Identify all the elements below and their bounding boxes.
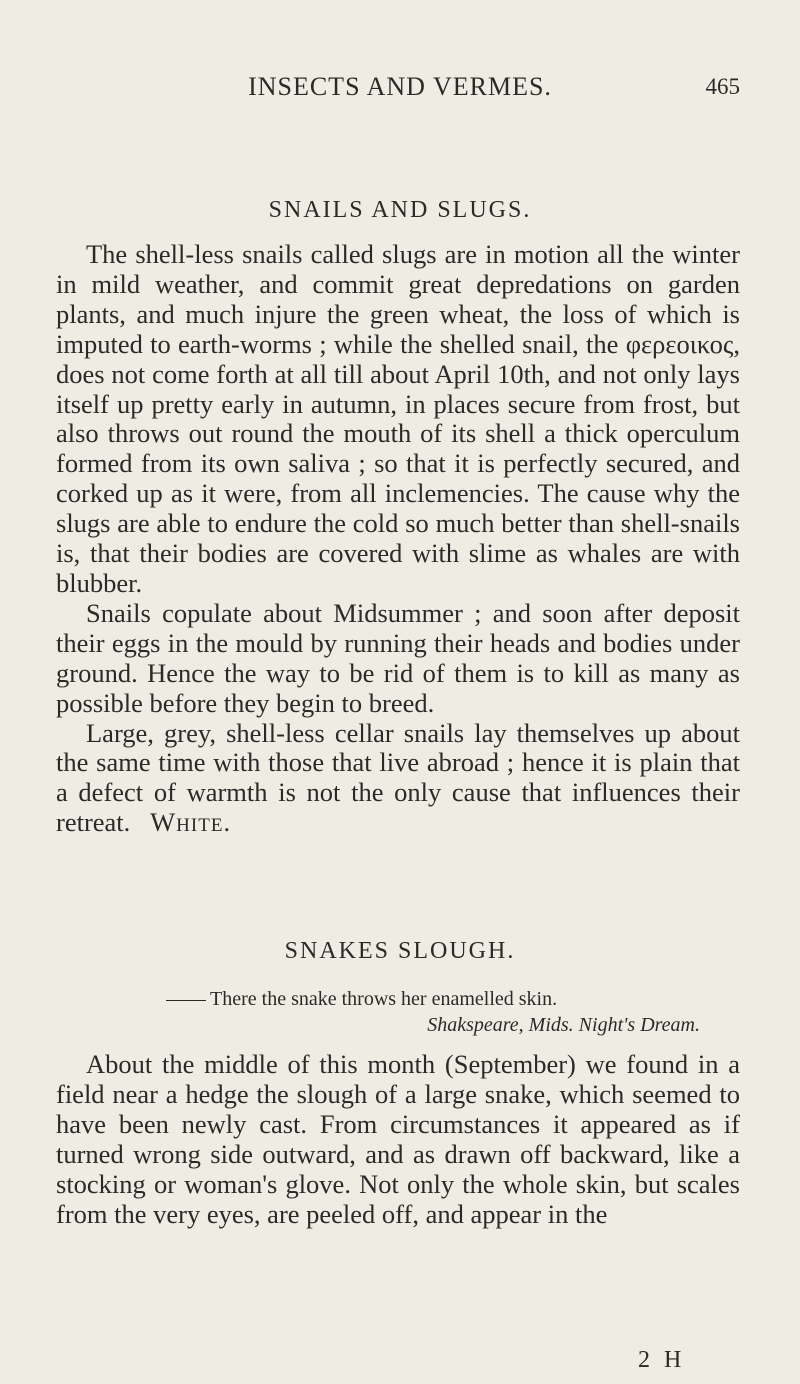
snails-paragraph-2: Snails copulate about Midsummer ; and soon after deposit their eggs in the mould by running their heads and bodies under ground. Hence the way to be rid of them is to kill as many as possible before they begin to breed.	[56, 597, 740, 718]
epigraph-dash	[166, 1000, 206, 1001]
snakes-text	[56, 1050, 740, 1229]
snails-paragraph-1: The shell-less snails called slugs are in motion all the winter in mild weather, and commit great depredations on garden plants, and much injure the green wheat, the loss of which is imputed to earth-worms ; while the shelled snail, the φερεοικος, does not come forth at all till about April 10th, and not only lays itself up pretty early in autumn, in places secure from frost, but also throws out round the mouth of its shell a thick operculum formed from its own saliva ; so that it is perfectly secured, and corked up as it were, from all inclemencies. The cause why the slugs are able to endure the cold so much better than shell-snails is, that their bodies are covered with slime as whales are with blubber.	[56, 239, 740, 598]
snakes-paragraph: About the middle of this month (September) we found in a field near a hedge the slough of a large snake, which seemed to have been newly cast. From circumstances it appeared as if turned wrong side outward, and as drawn off backward, like a stocking or woman's glove. Not only the whole skin, but scales from the very eyes, are peeled off, and appear in the	[56, 1049, 740, 1229]
epigraph-source: Shakspeare, Mids. Night's Dream.	[427, 1014, 700, 1036]
section-heading-snails: SNAILS AND SLUGS.	[268, 197, 532, 223]
snails-paragraph-3	[56, 719, 740, 839]
section-heading-snakes: SNAKES SLOUGH.	[284, 938, 516, 964]
running-head	[0, 72, 800, 112]
epigraph-quote-line	[166, 986, 706, 1012]
snails-text	[56, 240, 740, 838]
running-title: INSECTS AND VERMES.	[248, 72, 552, 101]
printer-signature-mark: 2 H	[638, 1347, 686, 1373]
author-signature: White.	[150, 807, 232, 838]
snails-paragraph-3-text: Large, grey, shell-less cellar snails lay themselves up about the same time with those that live abroad ; hence it is plain that a defect of warmth is not the only cause that influences their retreat.	[56, 717, 740, 838]
epigraph-quote: There the snake throws her enamelled skin.	[210, 988, 558, 1010]
page-number: 465	[705, 74, 740, 99]
epigraph	[166, 986, 706, 1038]
